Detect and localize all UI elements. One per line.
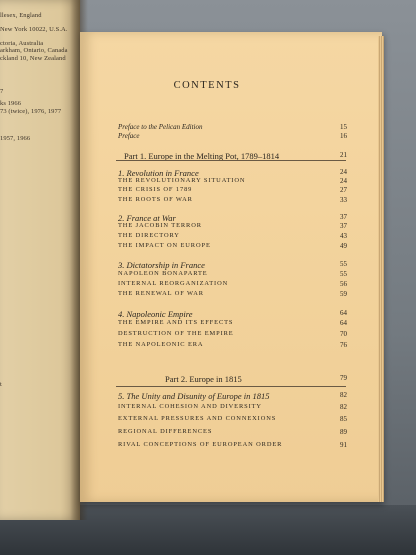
toc-entry-chapter: 4. Napoleonic Empire <box>118 309 193 319</box>
toc-page-number: 55 <box>340 260 347 268</box>
toc-page-number: 55 <box>340 270 347 278</box>
toc-page-number: 82 <box>340 391 347 399</box>
toc-entry-section: INTERNAL REORGANIZATION <box>118 280 229 287</box>
left-page-line: arkham, Ontario, Canada <box>0 47 68 54</box>
toc-page-number: 15 <box>340 123 347 131</box>
toc-entry-section: INTERNAL COHESION AND DIVERSITY <box>118 403 262 410</box>
left-page-line: 73 (twice), 1976, 1977 <box>0 108 62 115</box>
toc-entry-section: THE JACOBIN TERROR <box>118 222 202 229</box>
page-edges <box>378 36 384 502</box>
toc-entry-section: DESTRUCTION OF THE EMPIRE <box>118 330 234 337</box>
toc-page-number: 91 <box>340 441 347 449</box>
toc-page-number: 59 <box>340 290 347 298</box>
toc-entry-section: THE EMPIRE AND ITS EFFECTS <box>118 319 234 326</box>
toc-entry-section: NAPOLEON BONAPARTE <box>118 270 208 277</box>
toc-page-number: 21 <box>340 151 347 159</box>
toc-entry-part: Part 2. Europe in 1815 <box>165 374 242 384</box>
toc-page-number: 64 <box>340 319 347 327</box>
toc-entry-chapter: 3. Dictatorship in France <box>118 260 205 270</box>
toc-page-number: 24 <box>340 177 347 185</box>
toc-entry-italic: Preface <box>118 132 140 140</box>
toc-entry-section: THE ROOTS OF WAR <box>118 196 193 203</box>
toc-page-number: 76 <box>340 341 347 349</box>
left-page-line: llesex, England <box>0 12 42 19</box>
toc-entry-section: THE IMPACT ON EUROPE <box>118 242 211 249</box>
toc-page-number: 24 <box>340 168 347 176</box>
toc-page-number: 33 <box>340 196 347 204</box>
toc-entry-section: THE NAPOLEONIC ERA <box>118 341 204 348</box>
toc-entry-chapter: 2. France at War <box>118 213 176 223</box>
toc-page-number: 82 <box>340 403 347 411</box>
toc-page-number: 85 <box>340 415 347 423</box>
toc-entry-section: RIVAL CONCEPTIONS OF EUROPEAN ORDER <box>118 441 283 448</box>
toc-entry-section: EXTERNAL PRESSURES AND CONNEXIONS <box>118 415 277 422</box>
toc-page-number: 79 <box>340 374 347 382</box>
toc-page-number: 70 <box>340 330 347 338</box>
toc-page-number: 49 <box>340 242 347 250</box>
toc-rule <box>116 386 346 387</box>
toc-entry-italic: Preface to the Pelican Edition <box>118 123 203 131</box>
left-page-line: ckland 10, New Zealand <box>0 55 66 62</box>
toc-page-number: 37 <box>340 213 347 221</box>
toc-entry-section: REGIONAL DIFFERENCES <box>118 428 213 435</box>
toc-entry-part: Part 1. Europe in the Melting Pot, 1789–1814 <box>124 151 280 161</box>
contents-heading: CONTENTS <box>173 80 241 91</box>
toc-entry-section: THE CRISIS OF 1789 <box>118 186 193 193</box>
toc-page-number: 16 <box>340 132 347 140</box>
toc-page-number: 56 <box>340 280 347 288</box>
left-page-line: ctoria, Australia <box>0 40 44 47</box>
left-page-line: 1957, 1966 <box>0 135 31 142</box>
toc-entry-section: THE REVOLUTIONARY SITUATION <box>118 177 246 184</box>
toc-page-number: 64 <box>340 309 347 317</box>
left-page-line: ks 1966 <box>0 100 22 107</box>
toc-entry-section: THE RENEWAL OF WAR <box>118 290 204 297</box>
toc-page-number: 27 <box>340 186 347 194</box>
left-page-line: 7 <box>0 88 4 95</box>
toc-page-number: 37 <box>340 222 347 230</box>
toc-page-number: 89 <box>340 428 347 436</box>
toc-page-number: 43 <box>340 232 347 240</box>
toc-entry-chapter: 1. Revolution in France <box>118 168 199 178</box>
left-page <box>0 0 80 520</box>
toc-entry-chapter: 5. The Unity and Disunity of Europe in 1815 <box>118 391 270 401</box>
left-page-line: t <box>0 381 2 388</box>
toc-rule <box>116 160 346 161</box>
toc-entry-section: THE DIRECTORY <box>118 232 180 239</box>
left-page-line: New York 10022, U.S.A. <box>0 26 68 33</box>
